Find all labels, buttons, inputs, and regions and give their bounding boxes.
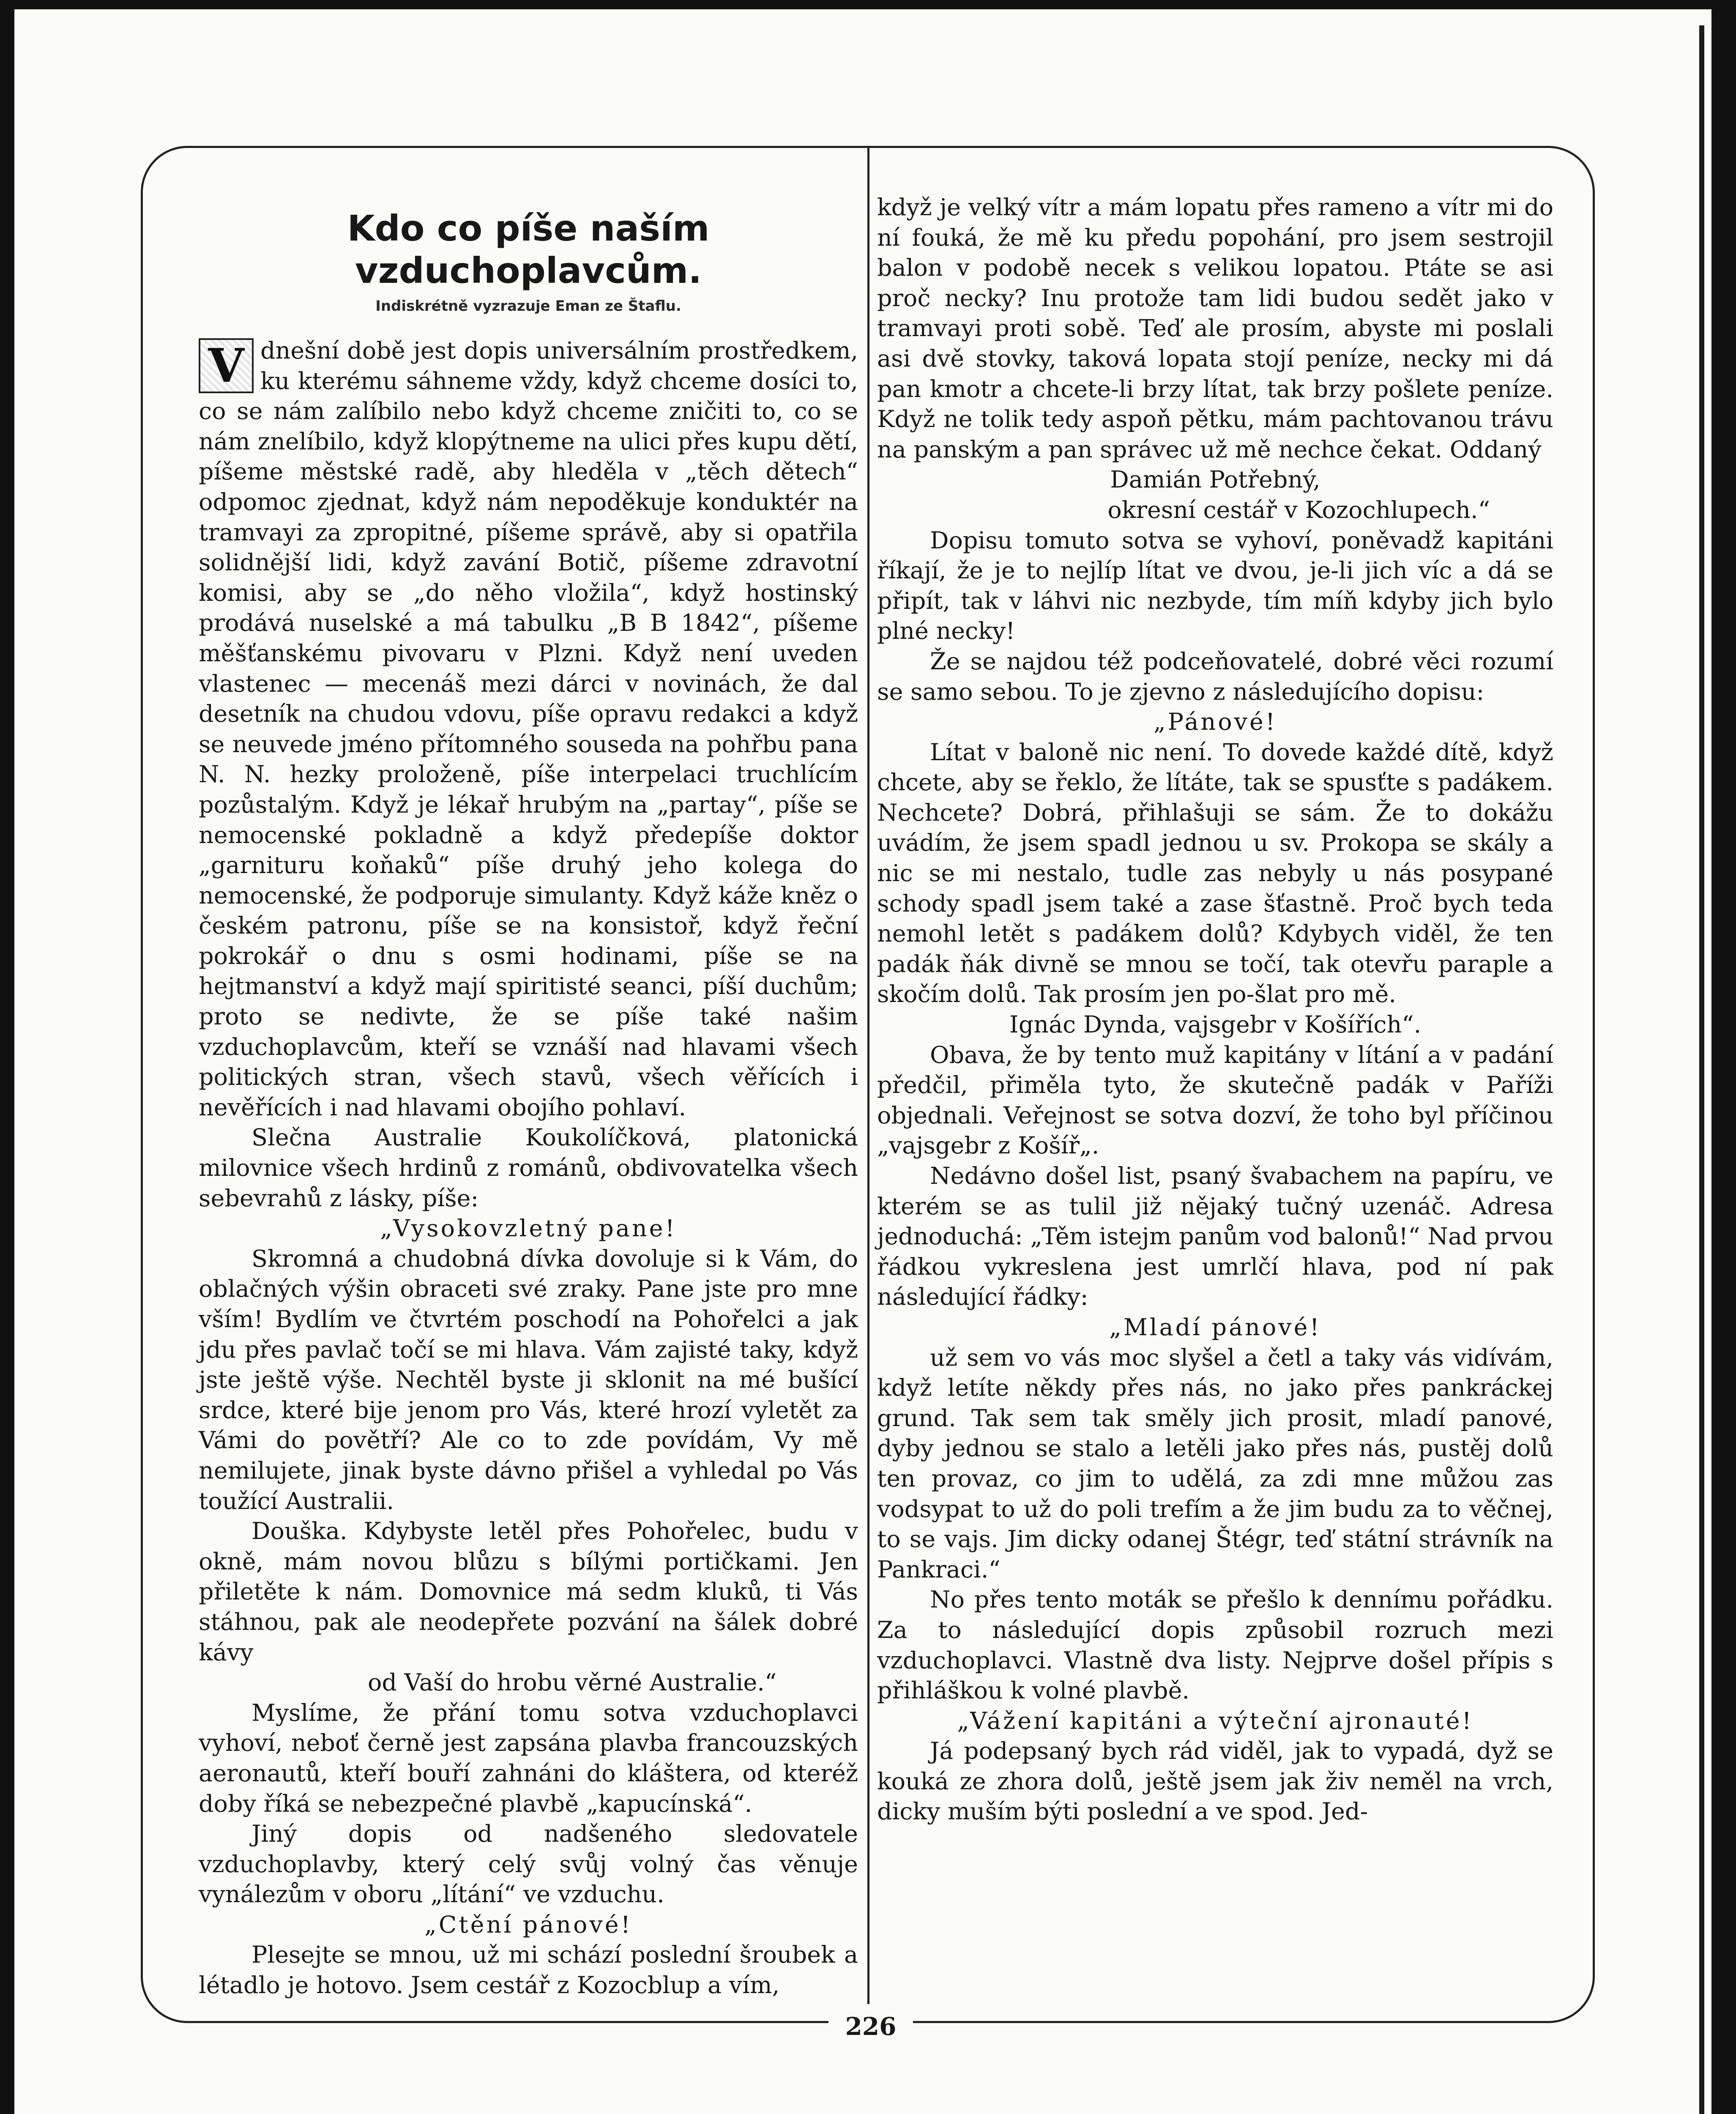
paragraph: Nedávno došel list, psaný švabachem na papíru, ve kterém se as tulil již nějaký tučný uzenáč. Adresa jednoduchá: „Těm istejm panům vod balonů!“ Nad prvou řádkou vykreslena jest umrlčí hlava, pod ní pak následující řádky: [877, 1162, 1553, 1311]
left-column [199, 199, 858, 2001]
paragraph: Obava, že by tento muž kapitány v lítání a v padání předčil, přiměla tyto, že skutečně padák v Paříži objednali. Veřejnost se sotva dozví, že toho byl příčinou „vajsgebr z Košíř„. [877, 1041, 1553, 1160]
paragraph: Slečna Australie Koukolíčková, platonická milovnice všech hrdinů z románů, obdivovatelka všech sebevrahů z lásky, píše: [199, 1124, 858, 1212]
column-rule [867, 148, 869, 2021]
paragraph: když je velký vítr a mám lopatu přes rameno a vítr mi do ní fouká, že mě ku předu popohání, pro jsem sestrojil balon v podobě necek s velikou lopatou. Ptáte se asi proč necky? Inu protože tam lidi budou sedět jako v tramvayi proti sobě. Teď ale prosím, abyste mi poslali asi dvě stovky, taková lopata stojí peníze, necky mi dá pan kmotr a chcete-li brzy lítat, tak brzy pošlete peníze. Když ne tolik tedy aspoň pětku, mám pachtovanou trávu na panským a pan správec už mě nechce čekat. Oddaný [877, 194, 1553, 463]
paragraph: Plesejte se mnou, už mi schází poslední šroubek a létadlo je hotovo. Jsem cestář z Kozocblup a vím, [199, 1941, 858, 1999]
article-title: Kdo co píše naším vzduchoplavcům. [347, 208, 710, 291]
page-number: 226 [845, 2012, 897, 2041]
scan-edge-top [0, 0, 1736, 9]
paragraph: Douška. Kdybyste letěl přes Pohořelec, budu v okně, mám novou blůzu s bílými portičkami. Jen přiletěte k nám. Domovnice má sedm kluků, ti Vás stáhnou, pak ale neodepřete pozvání na šálek dobré kávy [199, 1517, 858, 1666]
right-column [877, 192, 1553, 1827]
paragraph: Myslíme, že přání tomu sotva vzduchoplavci vyhoví, neboť černě jest zapsána plavba francouzských aeronautů, kteří bouří zahnáni do kláštera, od kteréž doby říká se nebezpečné plavbě „kapucínská“. [199, 1699, 858, 1818]
dropcap-initial: V [199, 338, 254, 393]
letter-salutation: „Ctění pánové! [424, 1911, 632, 1939]
scan-edge-right [1711, 0, 1736, 2114]
letter-signature: od Vaší do hrobu věrné Australie.“ [368, 1669, 777, 1697]
paragraph: Já podepsaný bych rád viděl, jak to vypadá, dyž se kouká ze zhora dolů, ještě jsem jak živ neměl na vrch, dicky muším býti poslední a ve spod. Jed- [877, 1737, 1553, 1826]
paragraph: už sem vo vás moc slyšel a četl a taky vás vidívám, když letíte někdy přes nás, no jako přes pankráckej grund. Tak sem tak směly jich prosit, mladí panové, dyby jednou se stalo a letěli jako přes nás, pustěj dolů ten provaz, co jim to udělá, za zdi mne můžou zas vodsypat to už do poli trefím a že jim budu za to věčnej, to se vajs. Jim dicky odanej Štégr, teď státní strávník na Pankraci.“ [877, 1344, 1553, 1583]
paragraph: Jiný dopis od nadšeného sledovatele vzduchoplavby, který celý svůj volný čas věnuje vynálezům v oboru „lítání“ ve vzduchu. [199, 1820, 858, 1909]
paragraph: Že se najdou též podceňovatelé, dobré věci rozumí se samo sebou. To je zjevno z následujícího dopisu: [877, 647, 1553, 706]
paragraph: Skromná a chudobná dívka dovoluje si k Vám, do oblačných výšin obraceti své zraky. Pane jste pro mne vším! Bydlím ve čtvrtém poschodí na Pohořelci a jak jdu přes pavlač točí se mi hlava. Vám zajisté taky, když jste ještě výše. Nechtěl byste ji sklonit na mé bušící srdce, které bije jenom pro Vás, které hrozí vyletět za Vámi do povětří? Ale co to zde povídám, Vy mě nemilujete, jinak byste dávno přišel a vyhledal po Vás toužící Australii. [199, 1245, 858, 1515]
article-byline: Indiskrétně vyzrazuje Eman ze Štaflu. [375, 298, 681, 315]
letter-salutation: „Mladí pánové! [1109, 1313, 1321, 1341]
letter-salutation: „Vysokovzletný pane! [380, 1215, 677, 1243]
letter-signature: Ignác Dynda, vajsgebr v Košířích“. [1009, 1011, 1422, 1039]
paragraph: No přes tento moták se přešlo k dennímu pořádku. Za to následující dopis způsobil rozruch mezi vzduchoplavci. Vlastně dva listy. Nejprve došel přípis s přihláškou k volné plavbě. [877, 1586, 1553, 1705]
scan-edge-left [0, 0, 14, 2114]
paragraph [199, 336, 858, 1123]
letter-signature: okresní cestář v Kozochlupech.“ [1107, 496, 1490, 524]
scan-gutter-line [1699, 25, 1704, 2114]
paragraph-text: dnešní době jest dopis universálním prostředkem, ku kterému sáhneme vždy, když chceme dosíci to, co se nám zalíbilo nebo když chceme zničiti to, co se nám znelíbilo, když klopýtneme na ulici přes kupu dětí, píšeme městské radě, aby hleděla v „těch dětech“ odpomoc zjednat, když nám nepoděkuje konduktér na tramvayi za zpropitné, píšeme správě, aby si opatřila solidnější lidi, když zavání Botič, píšeme zdravotní komisi, aby se „do něho vložila“, když hostinský prodává nuselské a má tabulku „B B 1842“, píšeme měšťanskému pivovaru v Plzni. Když není uveden vlastenec — mecenáš mezi dárci v novinách, že dal desetník na chudou vdovu, píše opravu redakci a když se neuvede jméno přítomného souseda na pohřbu pana N. N. hezky proloženě, píše interpelaci truchlícím pozůstalým. Když je lékař hrubým na „partay“, píše se nemocenské pokladně a když předepíše doktor „garnituru koňaků“ píše druhý jeho kolega do nemocenské, že podporuje simulanty. Když káže kněz o českém patronu, píše se na konsistoř, když řeční pokrokář o dnu s osmi hodinami, píše se na hejtmanství a když mají spiritisté seanci, píší duchům; proto se nedivte, že se píše také našim vzduchoplavcům, kteří se vznáší nad hlavami všech politických stran, všech stavů, všech věřících i nevěřících i nad hlavami obojího pohlaví. [199, 337, 858, 1121]
letter-salutation: „Vážení kapitáni a výteční ajronauté! [957, 1707, 1474, 1735]
letter-signature: Damián Potřebný, [1110, 466, 1320, 494]
letter-salutation: „Pánové! [1153, 708, 1277, 736]
paragraph: Dopisu tomuto sotva se vyhoví, poněvadž kapitáni říkají, že je to nejlíp lítat ve dvou, je-li jich víc a dá se připít, tak v láhvi nic nezbyde, tím míň kdyby jich bylo plné necky! [877, 526, 1553, 645]
paragraph: Lítat v baloně nic není. To dovede každé dítě, když chcete, aby se řeklo, že lítáte, tak se spusťte s padákem. Nechcete? Dobrá, přihlašuji se sám. Že to dokážu uvádím, že jsem spadl jednou u sv. Prokopa se skály a nic se mi nestalo, tudle zas nebyly u nás posypané schody spadl jsem také a zase šťastně. Proč bych teda nemohl letět s padákem dolů? Kdybych viděl, že ten padák ňák divně se mnou se točí, tak otevřu paraple a skočím dolů. Tak prosím jen po-šlat pro mě. [877, 738, 1553, 1008]
